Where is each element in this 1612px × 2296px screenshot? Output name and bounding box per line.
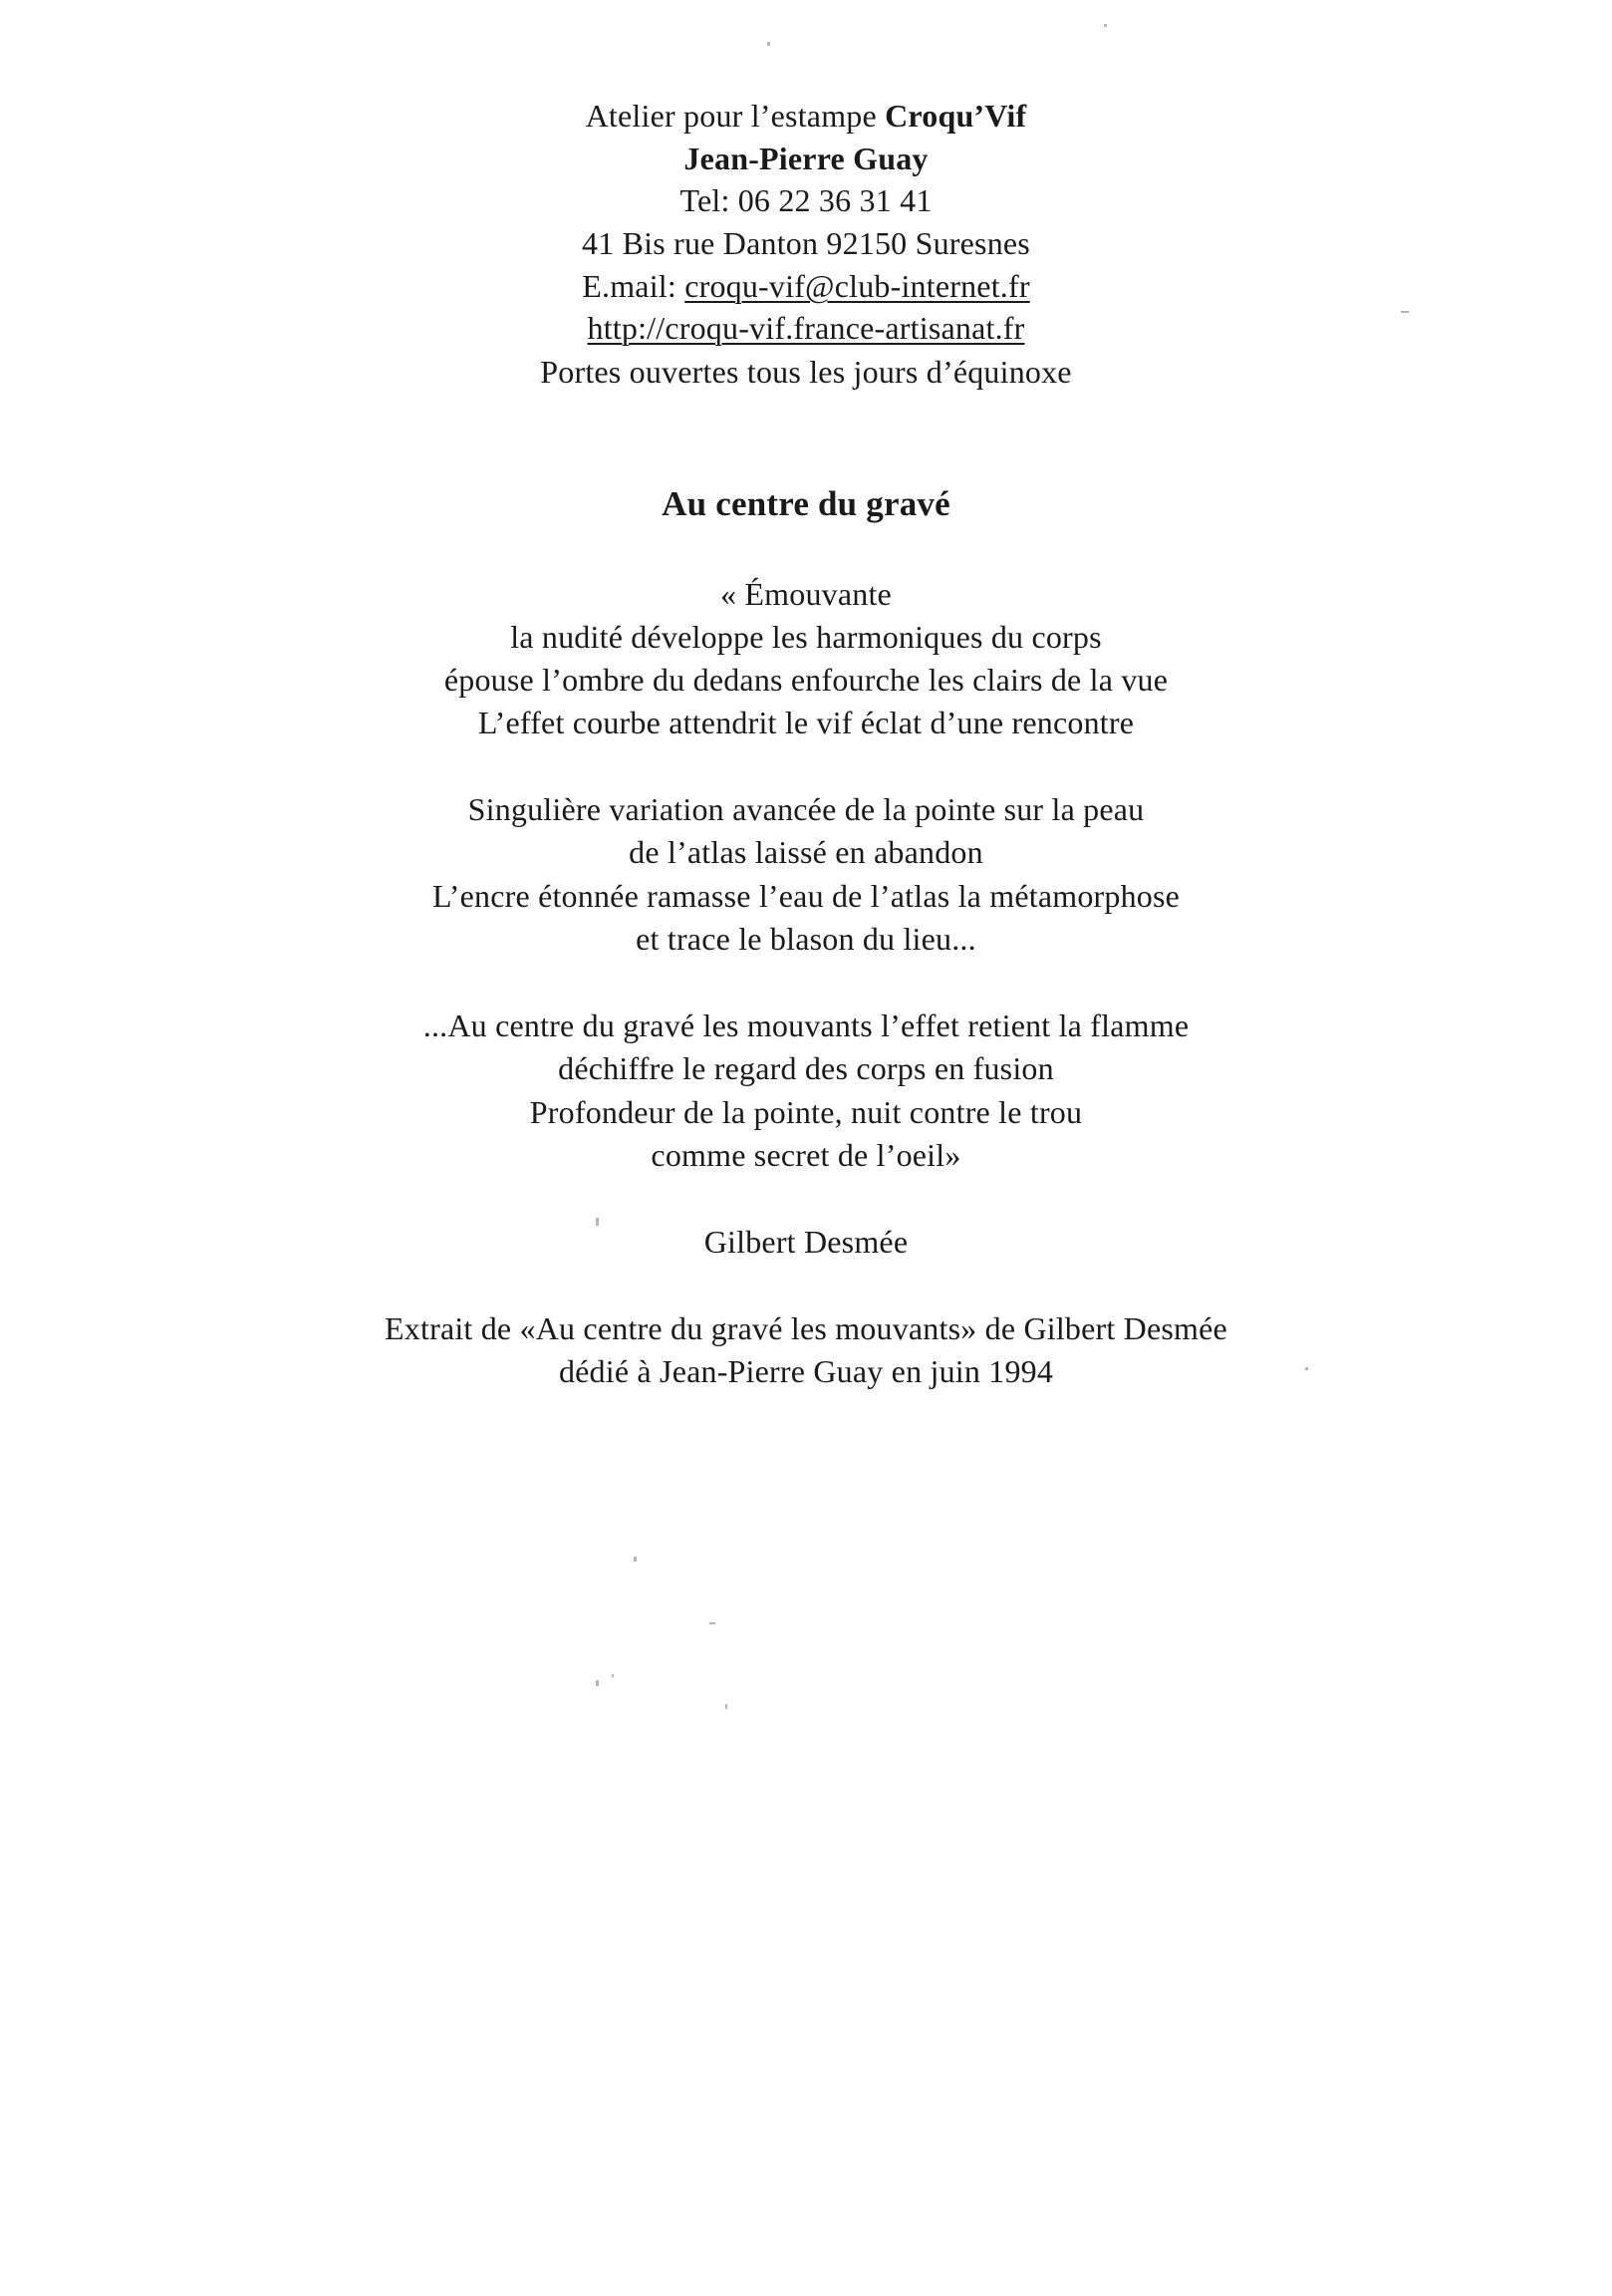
scan-speck — [596, 1680, 599, 1686]
scan-speck — [596, 1218, 599, 1226]
stanza2-line: et trace le blason du lieu... — [636, 921, 976, 957]
scan-speck — [1401, 311, 1409, 313]
scan-speck — [1305, 1367, 1308, 1370]
dedication-line: dédié à Jean-Pierre Guay en juin 1994 — [558, 1353, 1054, 1389]
atelier-prefix: Atelier pour l’estampe — [585, 98, 886, 134]
extract-line: Extrait de «Au centre du gravé les mouvants» de Gilbert Desmée — [385, 1310, 1227, 1346]
email-line — [0, 266, 1612, 306]
scan-speck — [612, 1674, 614, 1677]
website-line — [0, 308, 1612, 348]
scan-speck — [709, 1622, 715, 1624]
stanza3-line: déchiffre le regard des corps en fusion — [558, 1050, 1054, 1086]
stanza3-line: ...Au centre du gravé les mouvants l’effet retient la flamme — [422, 1007, 1190, 1043]
address: 41 Bis rue Danton 92150 Suresnes — [582, 225, 1030, 261]
stanza1-line: la nudité développe les harmoniques du corps — [510, 619, 1102, 655]
stanza3-line: Profondeur de la pointe, nuit contre le trou — [529, 1094, 1083, 1130]
atelier-line — [0, 96, 1612, 136]
atelier-name: Croqu’Vif — [885, 98, 1027, 134]
email-label: E.mail: — [582, 268, 685, 304]
phone-number: Tel: 06 22 36 31 41 — [679, 182, 933, 218]
stanza1-line: épouse l’ombre du dedans enfourche les clairs de la vue — [443, 662, 1169, 698]
stanza1-line: L’effet courbe attendrit le vif éclat d’une rencontre — [477, 705, 1135, 740]
scan-speck — [1104, 24, 1107, 27]
scan-speck — [634, 1557, 637, 1562]
stanza2-line: Singulière variation avancée de la pointe sur la peau — [467, 791, 1145, 827]
poem-author: Gilbert Desmée — [703, 1224, 909, 1260]
stanza3-line: comme secret de l’oeil» — [651, 1137, 961, 1173]
open-days: Portes ouvertes tous les jours d’équinoxe — [540, 354, 1072, 390]
stanza1-line: « Émouvante — [720, 576, 892, 612]
scan-speck — [767, 42, 770, 46]
poem-title: Au centre du gravé — [662, 484, 950, 523]
email-link[interactable]: croqu-vif@club-internet.fr — [684, 268, 1030, 304]
scan-speck — [725, 1704, 727, 1709]
stanza2-line: L’encre étonnée ramasse l’eau de l’atlas la métamorphose — [431, 878, 1181, 914]
website-link[interactable]: http://croqu-vif.france-artisanat.fr — [587, 310, 1025, 346]
owner-name: Jean-Pierre Guay — [683, 141, 929, 176]
stanza2-line: de l’atlas laissé en abandon — [629, 834, 983, 870]
